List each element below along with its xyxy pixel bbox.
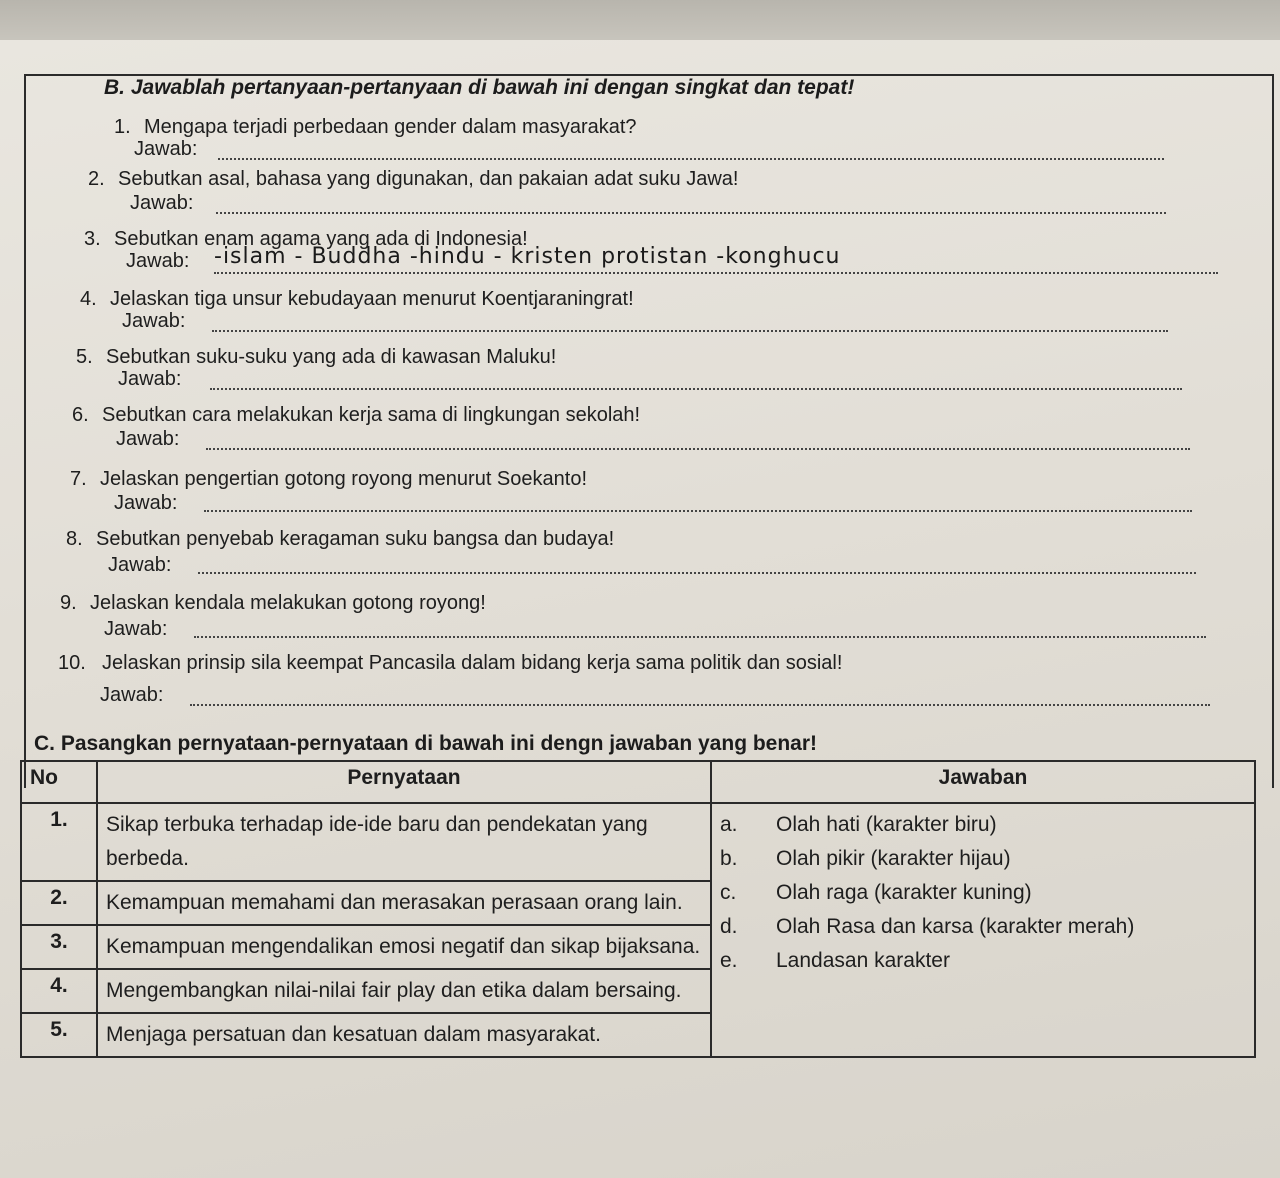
question-4: 4. Jelaskan tiga unsur kebudayaan menurut Koentjaraningrat!	[80, 288, 634, 310]
table-row	[21, 803, 1255, 881]
option-d: d. Olah Rasa dan karsa (karakter merah)	[720, 915, 1135, 938]
answer-label-8: Jawab:	[108, 554, 172, 576]
answer-line-6[interactable]	[206, 448, 1190, 450]
section-c-title: C. Pasangkan pernyataan-pernyataan di bawah ini dengn jawaban yang benar!	[34, 732, 818, 755]
header-no: No	[21, 761, 97, 803]
matching-table	[20, 760, 1256, 1058]
answer-label-9: Jawab:	[104, 618, 168, 640]
statement-text: Mengembangkan nilai-nilai fair play dan etika dalam bersaing.	[97, 969, 711, 1013]
statement-text: Menjaga persatuan dan kesatuan dalam masyarakat.	[97, 1013, 711, 1057]
answer-line-5[interactable]	[210, 388, 1182, 390]
question-3: 3. Sebutkan enam agama yang ada di Indonesia!	[84, 228, 528, 250]
question-5: 5. Sebutkan suku-suku yang ada di kawasan Maluku!	[76, 346, 557, 368]
row-number: 2.	[21, 881, 97, 925]
answer-label-2: Jawab:	[130, 192, 194, 214]
answer-line-4[interactable]	[212, 330, 1168, 332]
answer-line-10[interactable]	[190, 704, 1210, 706]
answer-label-7: Jawab:	[114, 492, 178, 514]
answer-line-9[interactable]	[194, 636, 1206, 638]
question-2: 2. Sebutkan asal, bahasa yang digunakan, dan pakaian adat suku Jawa!	[88, 168, 739, 190]
row-number: 4.	[21, 969, 97, 1013]
question-8: 8. Sebutkan penyebab keragaman suku bangsa dan budaya!	[66, 528, 615, 550]
handwritten-answer-3: -islam - Buddha -hindu - kristen protistan -konghucu	[214, 244, 841, 269]
answer-line-3[interactable]	[214, 272, 1218, 274]
statement-text: Sikap terbuka terhadap ide-ide baru dan pendekatan yang berbeda.	[97, 803, 711, 881]
answer-line-8[interactable]	[198, 572, 1196, 574]
option-b: b. Olah pikir (karakter hijau)	[720, 847, 1011, 870]
question-6: 6. Sebutkan cara melakukan kerja sama di lingkungan sekolah!	[72, 404, 641, 426]
section-b-title: B. Jawablah pertanyaan-pertanyaan di bawah ini dengan singkat dan tepat!	[104, 76, 855, 99]
question-9: 9. Jelaskan kendala melakukan gotong royong!	[60, 592, 486, 614]
row-number: 5.	[21, 1013, 97, 1057]
answer-line-2[interactable]	[216, 212, 1166, 214]
answer-label-10: Jawab:	[100, 684, 164, 706]
option-c: c. Olah raga (karakter kuning)	[720, 881, 1032, 904]
header-statement: Pernyataan	[97, 761, 711, 803]
question-1: 1. Mengapa terjadi perbedaan gender dalam masyarakat?	[114, 116, 637, 138]
question-7: 7. Jelaskan pengertian gotong royong menurut Soekanto!	[70, 468, 588, 490]
answer-line-7[interactable]	[204, 510, 1192, 512]
question-10: 10. Jelaskan prinsip sila keempat Pancasila dalam bidang kerja sama politik dan sosial!	[58, 652, 843, 674]
table-header-row	[21, 761, 1255, 803]
answer-label-6: Jawab:	[116, 428, 180, 450]
statement-text: Kemampuan memahami dan merasakan perasaan orang lain.	[97, 881, 711, 925]
answer-options	[711, 803, 1255, 1057]
answer-label-4: Jawab:	[122, 310, 186, 332]
worksheet-paper	[0, 40, 1280, 1178]
answer-label-5: Jawab:	[118, 368, 182, 390]
option-e: e. Landasan karakter	[720, 949, 950, 972]
row-number: 1.	[21, 803, 97, 881]
option-a: a. Olah hati (karakter biru)	[720, 813, 997, 836]
statement-text: Kemampuan mengendalikan emosi negatif dan sikap bijaksana.	[97, 925, 711, 969]
answer-label-1: Jawab:	[134, 138, 198, 160]
answer-label-3: Jawab:	[126, 250, 190, 272]
answer-line-1[interactable]	[218, 158, 1164, 160]
row-number: 3.	[21, 925, 97, 969]
header-answer: Jawaban	[711, 761, 1255, 803]
